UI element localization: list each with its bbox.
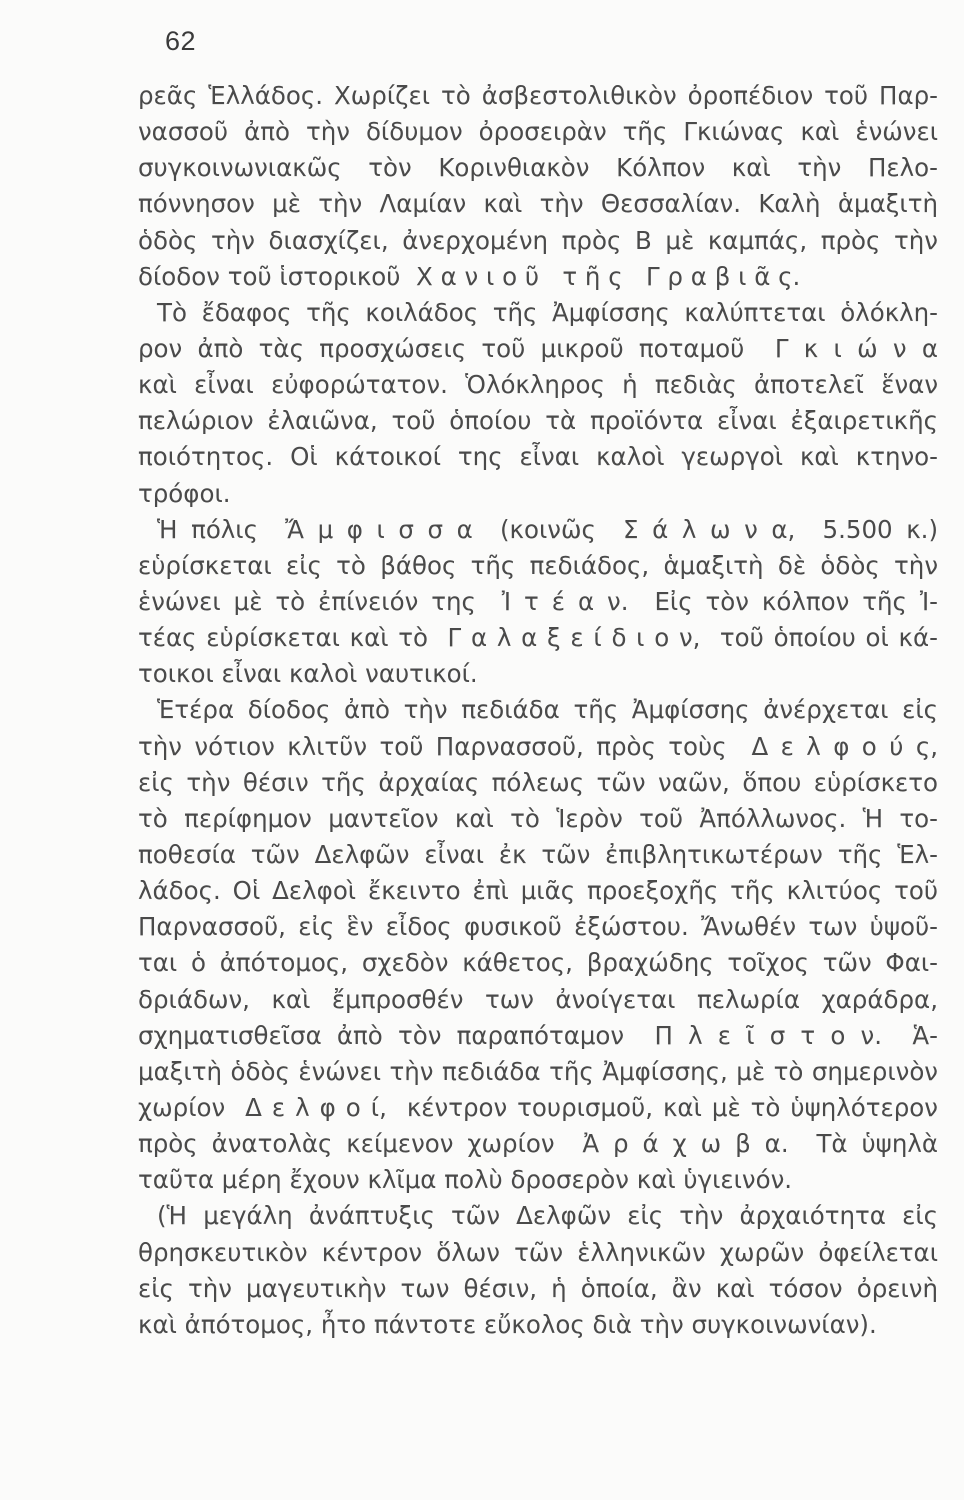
text-line: μαξιτὴ ὁδὸς ἑνώνει τὴν πεδιάδα τῆς Ἀμφίσσης, μὲ τὸ σημερινὸν <box>138 1056 938 1086</box>
text-line: πελώριον ἐλαιῶνα, τοῦ ὁποίου τὰ προϊόντα εἶναι ἐξαιρετικῆς <box>138 406 938 436</box>
text-line: δίοδον τοῦ ἱστορικοῦ Χ α ν ι ο ῦ τ ῆ ς Γ ρ α β ι ᾶ ς. <box>138 261 801 291</box>
text-line: δριάδων, καὶ ἔμπροσθέν των ἀνοίγεται πελωρία χαράδρα, <box>138 984 938 1014</box>
text-line: θρησκευτικὸν κέντρον ὅλων τῶν ἑλληνικῶν χωρῶν ὀφείλεται <box>138 1237 938 1267</box>
text-line: νασσοῦ ἀπὸ τὴν δίδυμον ὀροσειρὰν τῆς Γκιώνας καὶ ἑνώνει <box>138 117 938 147</box>
text-line: πρὸς ἀνατολὰς κείμενον χωρίον Ἀ ρ ά χ ω β α. Τὰ ὑψηλὰ <box>138 1129 938 1159</box>
text-line: ἑνώνει μὲ τὸ ἐπίνειόν της Ἰ τ έ α ν. Εἰς τὸν κόλπον τῆς Ἰ- <box>138 586 938 616</box>
text-line: καὶ ἀπότομος, ἦτο πάντοτε εὔκολος διὰ τὴν συγκοινωνίαν). <box>138 1309 877 1339</box>
text-line: ται ὁ ἀπότομος, σχεδὸν κάθετος, βραχώδης τοῖχος τῶν Φαι- <box>138 948 938 978</box>
text-line: πόννησον μὲ τὴν Λαμίαν καὶ τὴν Θεσσαλίαν. Καλὴ ἁμαξιτὴ <box>138 189 938 219</box>
text-line: ρον ἀπὸ τὰς προσχώσεις τοῦ μικροῦ ποταμοῦ Γ κ ι ώ ν α <box>138 333 938 363</box>
text-line: τοικοι εἶναι καλοὶ ναυτικοί. <box>138 659 478 689</box>
text-line: τὴν νότιον κλιτῦν τοῦ Παρνασσοῦ, πρὸς τοὺς Δ ε λ φ ο ύ ς, <box>138 731 938 761</box>
text-line: Τὸ ἔδαφος τῆς κοιλάδος τῆς Ἀμφίσσης καλύπτεται ὁλόκλη- <box>157 297 938 327</box>
text-line: ποιότητος. Οἱ κάτοικοί της εἶναι καλοὶ γεωργοὶ καὶ κτηνο- <box>138 442 938 472</box>
text-line: σχηματισθεῖσα ἀπὸ τὸν παραπόταμον Π λ ε ῖ σ τ ο ν. Ἁ- <box>138 1020 938 1050</box>
text-line: ὁδὸς τὴν διασχίζει, ἀνερχομένη πρὸς Β μὲ καμπάς, πρὸς τὴν <box>138 225 938 255</box>
text-line: λάδος. Οἱ Δελφοὶ ἔκειντο ἐπὶ μιᾶς προεξοχῆς τῆς κλιτύος τοῦ <box>138 876 938 906</box>
text-line: χωρίον Δ ε λ φ ο ί, κέντρον τουρισμοῦ, καὶ μὲ τὸ ὑψηλότερον <box>138 1092 938 1122</box>
text-line: ποθεσία τῶν Δελφῶν εἶναι ἐκ τῶν ἐπιβλητικωτέρων τῆς Ἑλ- <box>138 839 938 869</box>
text-line: ταῦτα μέρη ἔχουν κλῖμα πολὺ δροσερὸν καὶ ὑγιεινόν. <box>138 1165 793 1195</box>
text-line: εἰς τὴν θέσιν τῆς ἀρχαίας πόλεως τῶν ναῶν, ὅπου εὑρίσκετο <box>138 767 938 797</box>
text-line: ρεᾶς Ἑλλάδος. Χωρίζει τὸ ἀσβεστολιθικὸν ὀροπέδιον τοῦ Παρ- <box>138 81 938 110</box>
text-line: τέας εὑρίσκεται καὶ τὸ Γ α λ α ξ ε ί δ ι ο ν, τοῦ ὁποίου οἱ κά- <box>138 623 938 653</box>
text-line: τὸ περίφημον μαντεῖον καὶ τὸ Ἱερὸν τοῦ Ἀπόλλωνος. Ἡ το- <box>138 803 938 833</box>
text-line: τρόφοι. <box>138 478 231 508</box>
text-line: καὶ εἶναι εὐφορώτατον. Ὁλόκληρος ἡ πεδιὰς ἀποτελεῖ ἕναν <box>138 370 938 400</box>
text-line: Ἑτέρα δίοδος ἀπὸ τὴν πεδιάδα τῆς Ἀμφίσσης ἀνέρχεται εἰς <box>157 695 938 725</box>
body-text <box>138 78 938 1343</box>
text-line: εὑρίσκεται εἰς τὸ βάθος τῆς πεδιάδος, ἁμαξιτὴ δὲ ὁδὸς τὴν <box>138 550 938 580</box>
text-line: συγκοινωνιακῶς τὸν Κορινθιακὸν Κόλπον καὶ τὴν Πελο- <box>138 153 938 183</box>
text-line: εἰς τὴν μαγευτικὴν των θέσιν, ἡ ὁποία, ἂν καὶ τόσον ὀρεινὴ <box>138 1273 938 1303</box>
page-number: 62 <box>165 26 197 56</box>
text-line: Παρνασσοῦ, εἰς ἓν εἶδος φυσικοῦ ἐξώστου. Ἄνωθέν των ὑψοῦ- <box>138 912 938 942</box>
text-line: (Ἡ μεγάλη ἀνάπτυξις τῶν Δελφῶν εἰς τὴν ἀρχαιότητα εἰς <box>157 1201 938 1231</box>
text-line: Ἡ πόλις Ἄ μ φ ι σ σ α (κοινῶς Σ ά λ ω ν α, 5.500 κ.) <box>157 514 938 544</box>
